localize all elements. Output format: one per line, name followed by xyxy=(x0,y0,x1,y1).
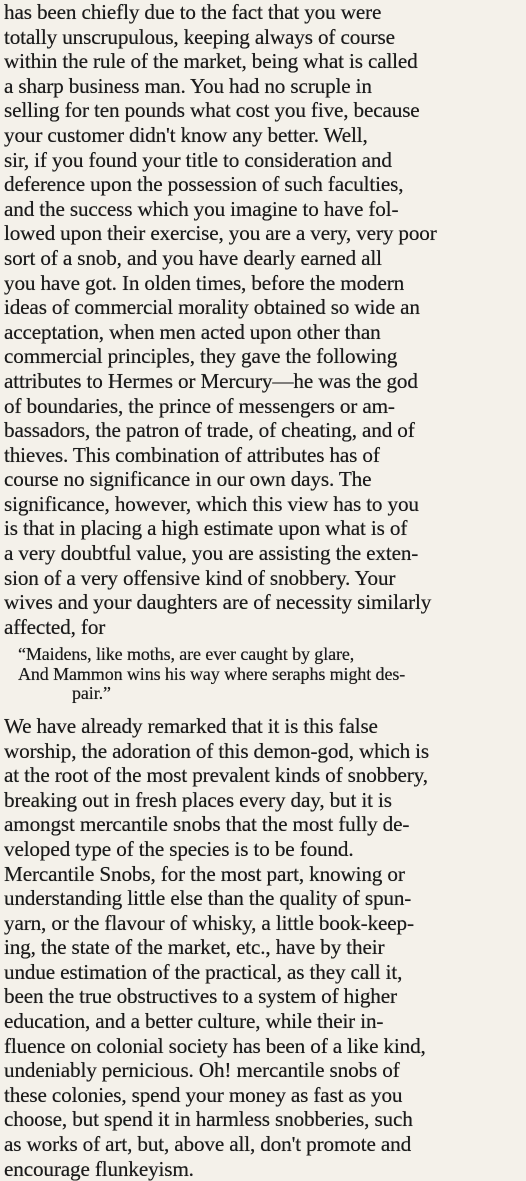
text-line: deference upon the possession of such faculties, xyxy=(4,172,404,197)
text-line: veloped type of the species is to be found. xyxy=(4,836,354,861)
quote-line: And Mammon wins his way where seraphs might des- xyxy=(18,663,406,684)
newspaper-column xyxy=(4,0,520,1181)
text-line: a very doubtful value, you are assisting the exten- xyxy=(4,541,419,566)
text-line: your customer didn't know any better. Well, xyxy=(4,122,368,147)
text-line: been the true obstructives to a system of higher xyxy=(4,984,397,1009)
verse-quotation xyxy=(4,645,520,704)
text-line: course no significance in our own days. The xyxy=(4,467,372,492)
text-line: thieves. This combination of attributes has of xyxy=(4,442,380,467)
text-line: Mercantile Snobs, for the most part, knowing or xyxy=(4,861,405,886)
text-line: sir, if you found your title to consideration and xyxy=(4,147,392,172)
text-line: ideas of commercial morality obtained so wide an xyxy=(4,295,420,320)
text-line: totally unscrupulous, keeping always of course xyxy=(4,24,395,49)
text-line: and the success which you imagine to have fol- xyxy=(4,196,399,221)
text-line: selling for ten pounds what cost you five, because xyxy=(4,98,420,123)
text-line: yarn, or the flavour of whisky, a little book-keep- xyxy=(4,910,414,935)
text-line: understanding little else than the quality of spun- xyxy=(4,886,412,911)
paragraph-1 xyxy=(4,0,520,639)
text-line: wives and your daughters are of necessity similarly xyxy=(4,590,432,615)
text-line: ing, the state of the market, etc., have by their xyxy=(4,935,385,960)
text-line: has been chiefly due to the fact that you were xyxy=(4,0,382,24)
text-line: significance, however, which this view has to you xyxy=(4,491,419,516)
text-line: breaking out in fresh places every day, but it is xyxy=(4,787,392,812)
text-line: these colonies, spend your money as fast as you xyxy=(4,1082,403,1107)
text-line: is that in placing a high estimate upon what is of xyxy=(4,516,408,541)
quote-line: pair.” xyxy=(72,683,111,704)
paragraph-2 xyxy=(4,714,520,1181)
text-line: you have got. In olden times, before the modern xyxy=(4,270,405,295)
text-line: within the rule of the market, being what is called xyxy=(4,49,418,74)
text-line: commercial principles, they gave the following xyxy=(4,344,398,369)
text-line: We have already remarked that it is this false xyxy=(4,713,378,738)
quote-line: “Maidens, like moths, are ever caught by glare, xyxy=(18,644,355,665)
text-line: undeniably pernicious. Oh! mercantile snobs of xyxy=(4,1058,400,1083)
text-line: as works of art, but, above all, don't promote and xyxy=(4,1132,412,1157)
text-line: sion of a very offensive kind of snobbery. Your xyxy=(4,565,396,590)
text-line: worship, the adoration of this demon-god, which is xyxy=(4,738,430,763)
text-line: fluence on colonial society has been of a like kind, xyxy=(4,1033,426,1058)
text-line: sort of a snob, and you have dearly earned all xyxy=(4,245,382,270)
text-line: education, and a better culture, while their in- xyxy=(4,1009,384,1034)
text-line: at the root of the most prevalent kinds of snobbery, xyxy=(4,763,428,788)
text-line: of boundaries, the prince of messengers or am- xyxy=(4,393,395,418)
text-line: undue estimation of the practical, as they call it, xyxy=(4,959,403,984)
text-line: a sharp business man. You had no scruple in xyxy=(4,73,372,98)
text-line: acceptation, when men acted upon other than xyxy=(4,319,381,344)
text-line: affected, for xyxy=(4,614,106,639)
text-line: lowed upon their exercise, you are a very, very poor xyxy=(4,221,437,246)
text-line: attributes to Hermes or Mercury—he was the god xyxy=(4,368,418,393)
text-line: choose, but spend it in harmless snobberies, such xyxy=(4,1107,413,1132)
text-line: encourage flunkeyism. xyxy=(4,1156,194,1181)
text-line: bassadors, the patron of trade, of cheating, and of xyxy=(4,418,415,443)
text-line: amongst mercantile snobs that the most fully de- xyxy=(4,812,410,837)
